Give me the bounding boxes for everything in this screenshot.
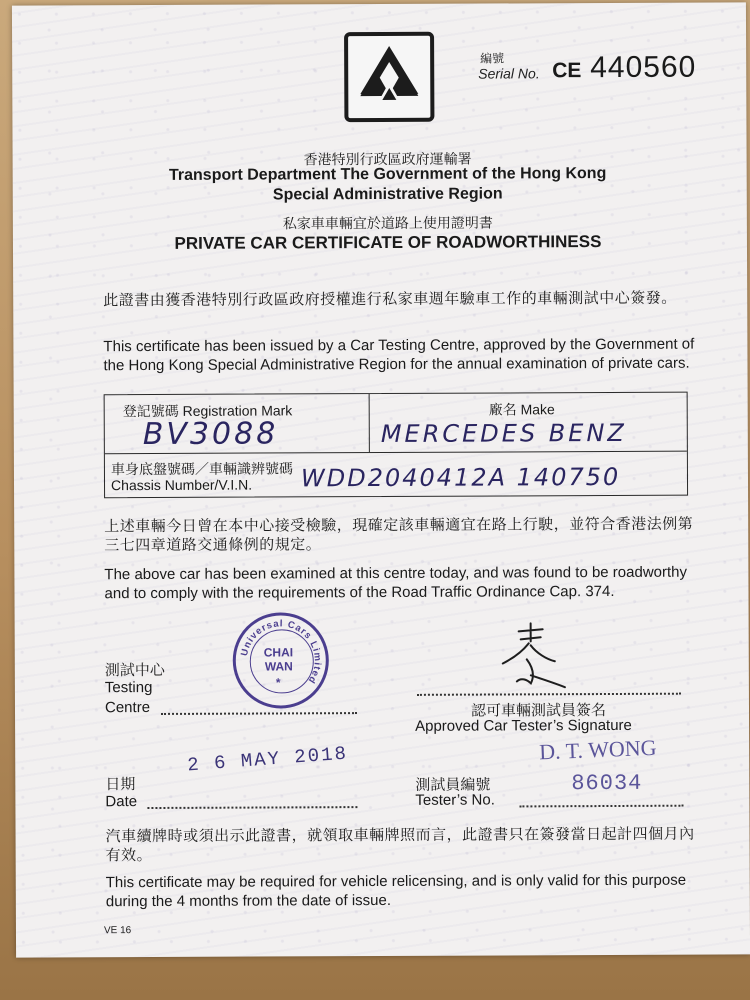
form-code: VE 16 <box>103 925 132 937</box>
certificate-paper <box>12 2 750 957</box>
validity-text-en: This certificate may be required for vehicle relicensing, and is only valid for this purpose during the 4 months from the date of issue. <box>105 871 687 911</box>
intro-text-zh: 此證書由獲香港特別行政區政府授權進行私家車週年驗車工作的車輛測試中心簽發。 <box>103 289 677 310</box>
chassis-label-zh: 車身底盤號碼／車輛識辨號碼 <box>110 460 293 478</box>
date-label-zh: 日期 <box>105 776 136 794</box>
serial-prefix: CE <box>552 59 582 83</box>
certificate-title-zh: 私家車車輛宜於道路上使用證明書 <box>282 214 493 232</box>
make-label: 廠名 Make <box>488 401 555 418</box>
tester-number-dotted-line <box>519 805 683 808</box>
tester-number-value: 86034 <box>571 770 643 797</box>
testing-centre-label-en2: Centre <box>104 699 151 717</box>
declaration-text-zh: 上述車輛今日曾在本中心接受檢驗，現確定該車輛適宜在路上行駛，並符合香港法例第三七四章道路交通條例的規定。 <box>104 515 694 555</box>
signature-label-zh: 認可車輛測試員簽名 <box>470 702 607 720</box>
testing-centre-dotted-line <box>161 712 357 715</box>
tester-number-label-zh: 測試員編號 <box>415 776 491 794</box>
testing-centre-label-zh: 測試中心 <box>104 661 165 680</box>
tester-number-label-en: Tester’s No. <box>415 791 495 809</box>
signature-dotted-line <box>417 693 681 696</box>
intro-text-en: This certificate has been issued by a Car Testing Centre, approved by the Government of the Hong Kong Special Administrative Region for the annual examination of private cars. <box>103 335 695 375</box>
chassis-number-value: WDD2040412A 140750 <box>300 462 621 493</box>
make-value: MERCEDES BENZ <box>380 418 627 449</box>
registration-mark-value: BV3088 <box>142 416 279 453</box>
serial-label-zh: 編號 <box>480 51 505 66</box>
date-label-en: Date <box>105 793 138 811</box>
stamp-center-line1: CHAI <box>263 645 294 660</box>
stamp-mark: * <box>275 675 281 690</box>
tester-signature-scribble <box>491 619 571 693</box>
date-dotted-line <box>147 806 357 809</box>
vehicle-details-table <box>104 392 688 499</box>
registration-mark-label: 登記號碼 Registration Mark <box>122 402 293 420</box>
stamp-center-line2: WAN <box>264 659 293 674</box>
validity-text-zh: 汽車續牌時或須出示此證書，就領取車輛牌照而言，此證書只在簽發當日起計四個月內有效。 <box>105 825 695 865</box>
testing-centre-stamp <box>233 612 329 708</box>
date-stamp-value: 2 6 MAY 2018 <box>186 742 349 777</box>
transport-logo-icon <box>344 32 434 122</box>
chassis-label-en: Chassis Number/V.I.N. <box>110 476 253 494</box>
department-name-en-line1: Transport Department The Government of the Hong Kong <box>168 165 607 184</box>
department-name-zh: 香港特別行政區政府運輸署 <box>303 150 472 168</box>
table-column-divider <box>369 394 370 452</box>
serial-number: 440560 <box>590 50 697 85</box>
testing-centre-label-en: Testing <box>104 678 153 697</box>
serial-label-en: Serial No. <box>478 65 540 82</box>
tester-name-stamp: D. T. WONG <box>538 734 657 765</box>
signature-label-en: Approved Car Tester’s Signature <box>415 716 632 735</box>
declaration-text-en: The above car has been examined at this centre today, and was found to be roadworthy and to comply with the requirements of the Road Traffic Ordinance Cap. 374. <box>104 563 688 603</box>
department-name-en-line2: Special Administrative Region <box>272 185 503 204</box>
svg-text:Universal Cars Limited: Universal Cars Limited <box>239 618 324 686</box>
certificate-title-en: PRIVATE CAR CERTIFICATE OF ROADWORTHINESS <box>174 232 602 253</box>
